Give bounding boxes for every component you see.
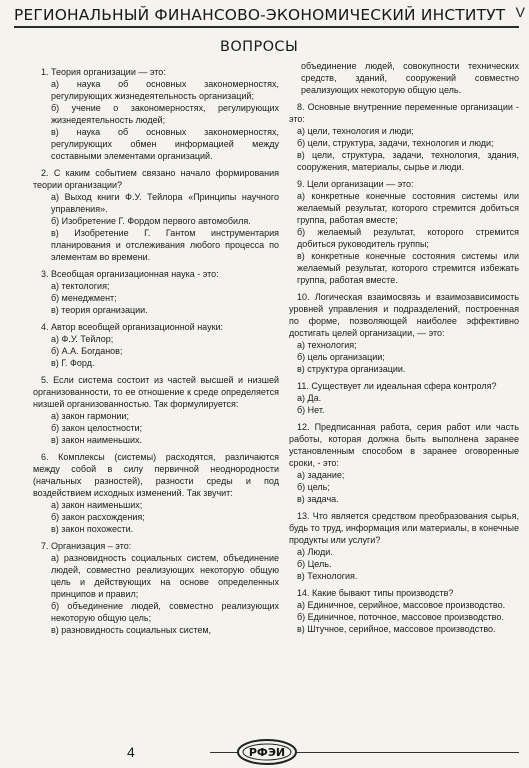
answer-option: б) цель организации; (297, 352, 385, 362)
answer-option: в) структура организации. (297, 364, 406, 374)
answer-option: в) теория организации. (51, 305, 148, 315)
question-text: 8. Основные внутренние переменные организации - это: (289, 102, 519, 124)
answer-option: а) технология; (297, 340, 357, 350)
answer-option: б) желаемый результат, которого стремится добиться руководитель группы; (297, 227, 519, 249)
answer-option: а) Да. (297, 393, 322, 403)
corner-mark: V (515, 4, 525, 20)
answer-option: в) разновидность социальных систем, (51, 625, 212, 635)
question-block (33, 321, 279, 369)
answer-option: в) Изобретение Г. Гантом инструментария планирования и отслеживания любого процесса по элементам во времени. (51, 228, 279, 262)
question-text: 6. Комплексы (системы) расходятся, различаются между собой в силу первичной неоднородности (начальных разностей), разности среды и под воздействием исходных изменений. Так звучит: (33, 452, 279, 498)
logo-text: РФЭИ (248, 746, 286, 759)
answer-option: б) закон целостности; (51, 423, 143, 433)
answer-option: а) Ф.У. Тейлор; (51, 334, 114, 344)
question-block (289, 421, 519, 505)
answer-options (289, 392, 519, 416)
right-column (289, 60, 519, 640)
answer-option: а) закон наименьших; (51, 500, 143, 510)
question-block (33, 66, 279, 162)
answer-option: б) цели, структура, задачи, технология и люди; (297, 138, 494, 148)
question-7-continuation (289, 60, 519, 96)
answer-option: в) закон похожести. (51, 524, 134, 534)
question-block (289, 178, 519, 286)
answer-options (289, 546, 519, 582)
answer-option: а) тектология; (51, 281, 110, 291)
answer-options (289, 190, 519, 286)
question-text: 9. Цели организации — это: (297, 179, 414, 189)
answer-options (289, 339, 519, 375)
question-text: 2. С каким событием связано начало формирования теории организации? (33, 168, 279, 190)
answer-option: б) Нет. (297, 405, 325, 415)
answer-options (33, 78, 279, 162)
question-text: 10. Логическая взаимосвязь и взаимозависимость уровней управления и подразделений, построенная по форме, позволяющей наиболее эффективно достигать целей организации, — это: (289, 292, 519, 338)
answer-option: в) цели, структура, задачи, технология, здания, сооружения, материалы, сырье и люди. (297, 150, 519, 172)
answer-option: а) конкретные конечные состояния системы или желаемый результат, которого стремится добиться группа, работая вместе; (297, 191, 519, 225)
right-questions (289, 101, 519, 635)
answer-option: в) конкретные конечные состояния системы или желаемый результат, которого стремится избежать группа, работая вместе. (297, 251, 519, 285)
question-text: 1. Теория организации — это: (41, 67, 166, 77)
question-text: 14. Какие бывают типы производств? (297, 588, 454, 598)
question-block (289, 510, 519, 582)
answer-option: а) Единичное, серийное, массовое производство. (297, 600, 506, 610)
continuation-text: объединение людей, совокупности технических средств, зданий, сооружений совместно реализующих некоторую общую цель. (301, 61, 519, 95)
question-text: 3. Всеобщая организационная наука - это: (41, 269, 219, 279)
institute-header: РЕГИОНАЛЬНЫЙ ФИНАНСОВО-ЭКОНОМИЧЕСКИЙ ИНСТИТУТ (14, 6, 506, 24)
answer-option: в) Г. Форд. (51, 358, 95, 368)
answer-option: в) закон наименьших. (51, 435, 143, 445)
answer-option: б) объединение людей, совместно реализующих некоторую общую цель; (51, 601, 279, 623)
answer-options (33, 191, 279, 263)
answer-option: а) Люди. (297, 547, 333, 557)
answer-option: в) наука об основных закономерностях, регулирующих обмен информацией между составными элементами организаций. (51, 127, 279, 161)
question-text: 11. Существует ли идеальная сфера контроля? (297, 381, 497, 391)
question-text: 4. Автор всеобщей организационной науки: (41, 322, 224, 332)
answer-options (33, 410, 279, 446)
question-text: 5. Если система состоит из частей высшей и низшей организованности, то ее отношение к среде определяется низшей организованностью. Так формулируется: (33, 375, 279, 409)
answer-option: а) разновидность социальных систем, объединение людей, совместно реализующих некоторую общую цель и действующих на основе определенных принципов и правил; (51, 553, 279, 599)
question-block (289, 101, 519, 173)
answer-options (289, 599, 519, 635)
answer-option: а) цели, технология и люди; (297, 126, 414, 136)
answer-option: а) закон гармонии; (51, 411, 129, 421)
answer-option: а) наука об основных закономерностях, регулирующих жизнедеятельность организаций; (51, 79, 279, 101)
answer-option: в) задача. (297, 494, 339, 504)
answer-options (289, 469, 519, 505)
answer-option: б) учение о закономерностях, регулирующих жизнедеятельность людей; (51, 103, 279, 125)
question-block (33, 374, 279, 446)
question-block (289, 380, 519, 416)
answer-option: б) Изобретение Г. Фордом первого автомобиля. (51, 216, 251, 226)
answer-option: б) Единичное, поточное, массовое производство. (297, 612, 504, 622)
answer-option: б) менеджмент; (51, 293, 117, 303)
answer-options (33, 552, 279, 636)
institute-logo (236, 738, 298, 766)
question-block (33, 268, 279, 316)
answer-option: б) цель; (297, 482, 330, 492)
answer-options (33, 333, 279, 369)
answer-options (289, 125, 519, 173)
page-number: 4 (127, 744, 135, 760)
answer-option: б) А.А. Богданов; (51, 346, 123, 356)
answer-option: в) Технология. (297, 571, 358, 581)
question-text: 7. Организация – это: (41, 541, 132, 551)
question-block (33, 451, 279, 535)
left-column (33, 66, 279, 641)
answer-option: а) задание; (297, 470, 345, 480)
answer-option: б) Цель. (297, 559, 332, 569)
answer-options (33, 280, 279, 316)
section-title: ВОПРОСЫ (220, 39, 299, 55)
question-text: 13. Что является средством преобразования сырья, будь то труд, информация или материалы, в конечные продукты или услуги? (289, 511, 519, 545)
question-block (33, 540, 279, 636)
answer-option: а) Выход книги Ф.У. Тейлора «Принципы научного управления». (51, 192, 279, 214)
question-block (289, 587, 519, 635)
answer-option: в) Штучное, серийное, массовое производство. (297, 624, 496, 634)
question-block (33, 167, 279, 263)
answer-option: б) закон расхождения; (51, 512, 145, 522)
question-block (289, 291, 519, 375)
answer-options (33, 499, 279, 535)
question-text: 12. Предписанная работа, серия работ или часть работы, которая должна быть выполнена заранее установленным способом в заранее оговоренные сроки, - это: (289, 422, 519, 468)
header-rule (14, 26, 519, 28)
